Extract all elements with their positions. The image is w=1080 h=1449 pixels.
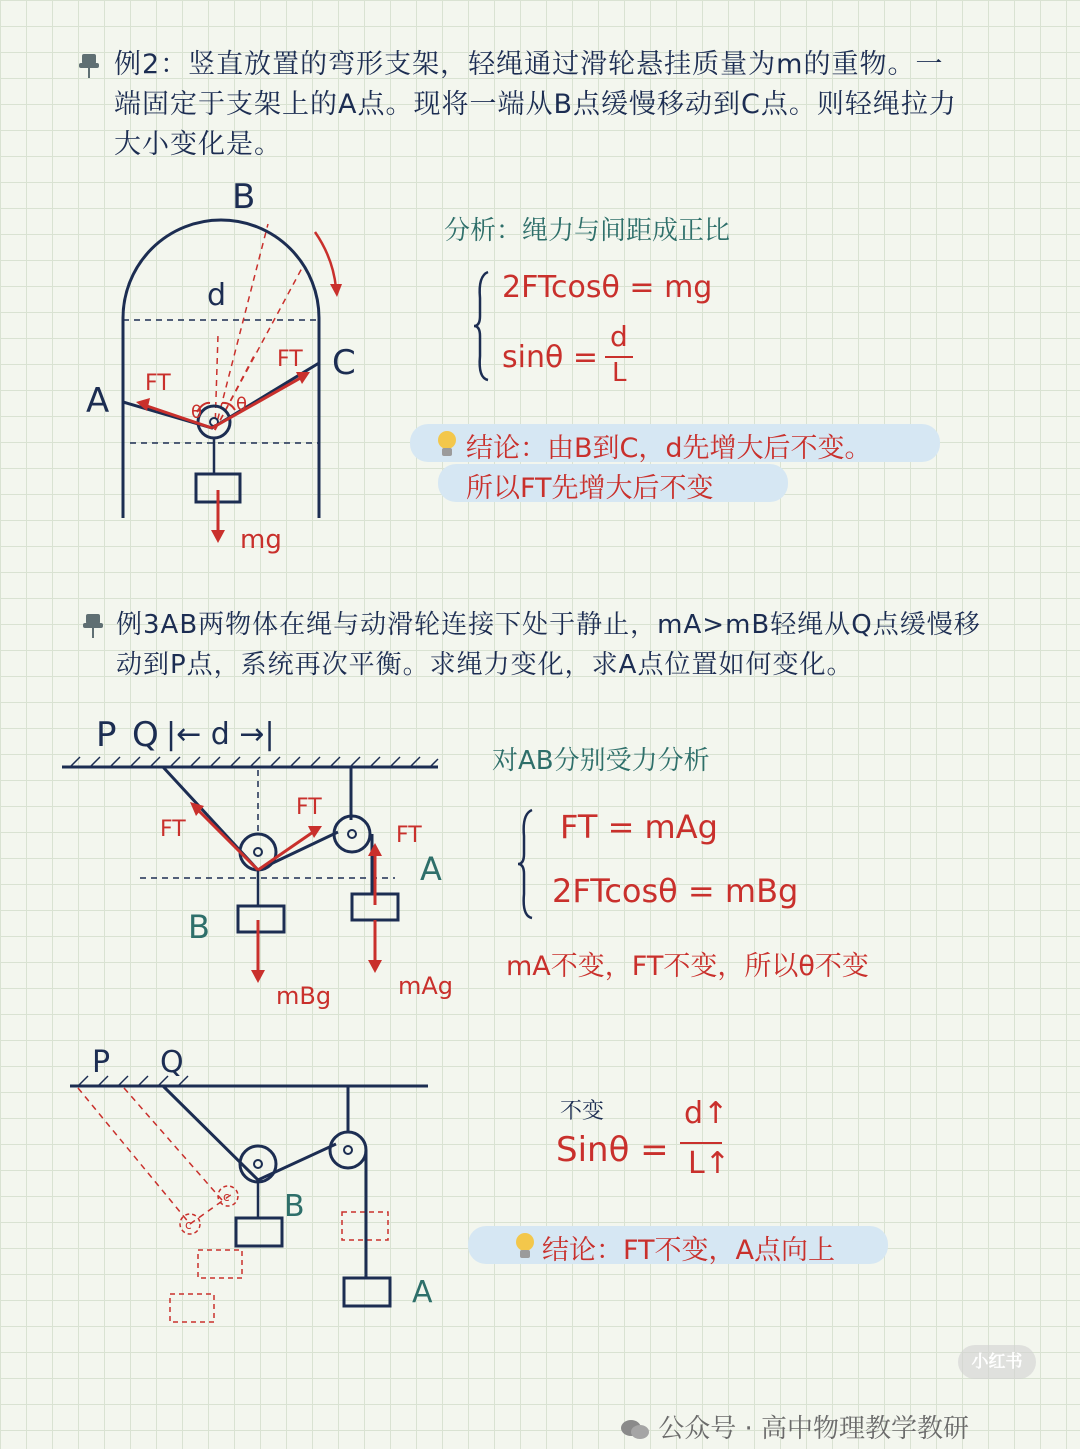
example3-problem-line2: 动到P点，系统再次平衡。求绳力变化，求A点位置如何变化。 <box>116 650 854 680</box>
label-d-arrow: |← d →| <box>166 717 275 752</box>
sin-left: Sinθ = <box>556 1130 669 1170</box>
watermark <box>620 1408 969 1445</box>
label-mAg: mAg <box>398 972 454 1000</box>
watermark-text: 公众号 · 高中物理教学教研 <box>658 1414 970 1444</box>
example2-eq2-denominator: L <box>612 358 627 388</box>
example3-eq2: 2FTcosθ = mBg <box>552 872 799 910</box>
label-Q-2: Q <box>160 1045 184 1080</box>
label-c-2: c <box>223 1190 230 1204</box>
label-FT-left: FT <box>145 371 171 396</box>
label-c-1: c <box>185 1218 192 1232</box>
label-B-2: B <box>284 1189 305 1224</box>
example3-brace <box>514 806 538 922</box>
label-B: B <box>188 908 210 946</box>
label-mg: mg <box>240 525 282 555</box>
label-A: A <box>420 850 442 888</box>
label-P-2: P <box>92 1045 111 1080</box>
lightbulb-icon <box>514 1230 536 1264</box>
example2-problem-line1: 例2：竖直放置的弯形支架，轻绳通过滑轮悬挂质量为m的重物。一 <box>114 49 944 80</box>
example2-problem-line2: 端固定于支架上的A点。现将一端从B点缓慢移动到C点。则轻绳拉力 <box>114 89 957 120</box>
example3-result: mA不变，FT不变，所以θ不变 <box>506 951 869 982</box>
example2-eq2-numerator: d <box>610 320 628 353</box>
label-FT-right: FT <box>277 347 303 372</box>
example3-problem-line1: 例3AB两物体在绳与动滑轮连接下处于静止，mA>mB轻绳从Q点缓慢移 <box>116 610 981 640</box>
label-A: A <box>86 381 110 421</box>
example2-eq1: 2FTcosθ = mg <box>502 270 713 305</box>
label-C: C <box>332 343 356 383</box>
label-FT-3: FT <box>396 823 422 848</box>
xiaohongshu-badge: 小红书 <box>958 1345 1036 1379</box>
example3-analysis-title: 对AB分别受力分析 <box>492 746 710 776</box>
label-FT-1: FT <box>160 817 186 842</box>
wechat-icon <box>620 1418 650 1442</box>
example3-diagram-2 <box>0 0 460 1340</box>
label-A-2: A <box>412 1275 433 1310</box>
example2-conclusion-line1: 结论：由B到C，d先增大后不变。 <box>466 433 872 464</box>
example2-eq2-left: sinθ = <box>502 340 599 375</box>
label-Q: Q <box>132 715 159 755</box>
label-B: B <box>232 177 256 217</box>
label-d: d <box>207 278 227 313</box>
fraction-bar-2 <box>680 1142 722 1144</box>
label-theta-left: θ <box>191 402 203 423</box>
sin-denominator: L↑ <box>688 1146 730 1181</box>
label-FT-2: FT <box>296 795 322 820</box>
example2-conclusion-line2: 所以FT先增大后不变 <box>466 473 714 504</box>
example3-conclusion: 结论：FT不变，A点向上 <box>542 1235 836 1266</box>
sin-note: 不变 <box>560 1099 605 1124</box>
example2-problem-line3: 大小变化是。 <box>114 129 282 160</box>
example2-analysis-title: 分析：绳力与间距成正比 <box>444 216 731 246</box>
label-theta-right: θ <box>236 394 248 415</box>
label-mBg: mBg <box>276 982 332 1010</box>
label-P: P <box>96 715 117 755</box>
example3-eq1: FT = mAg <box>560 808 718 846</box>
example2-brace <box>470 268 494 384</box>
sin-numerator: d↑ <box>684 1096 729 1131</box>
